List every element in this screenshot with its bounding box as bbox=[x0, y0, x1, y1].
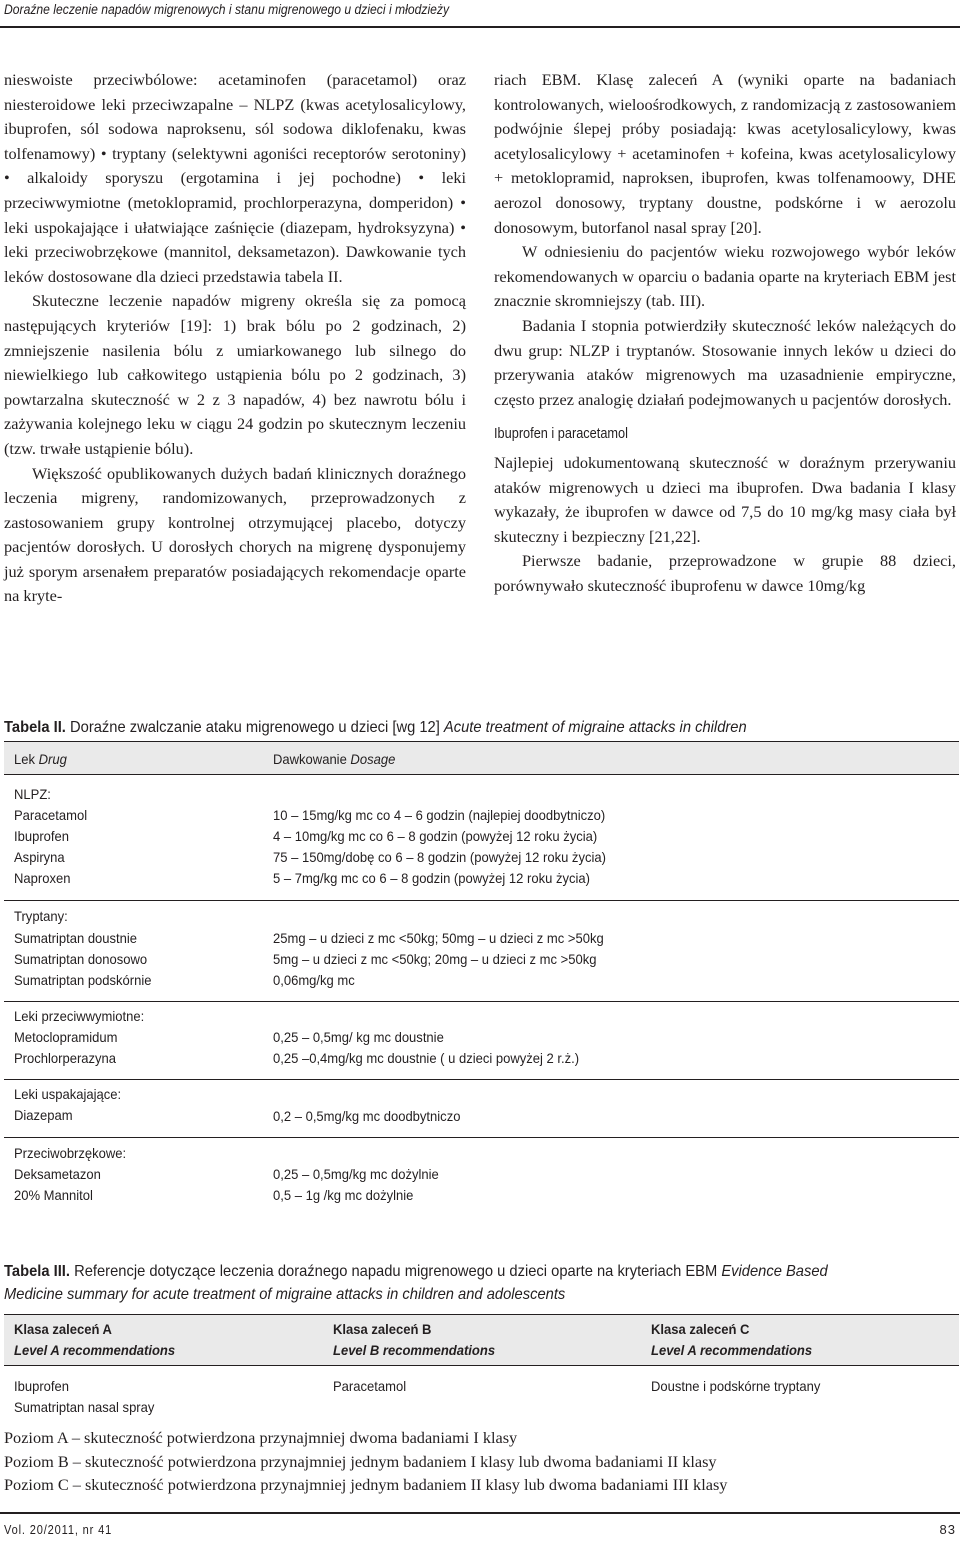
table-cell-dose: 0,25 – 0,5mg/ kg mc doustnie bbox=[273, 1029, 444, 1045]
left-column bbox=[4, 68, 466, 609]
group-label: Leki przeciwwymiotne: bbox=[14, 1008, 145, 1024]
table3-col-a: Klasa zaleceń A Level A recommendations bbox=[14, 1321, 176, 1358]
table-cell-drug: Aspiryna bbox=[14, 849, 65, 865]
table3-col-c: Klasa zaleceń C Level A recommendations bbox=[651, 1321, 813, 1358]
table-cell-drug: Diazepam bbox=[14, 1107, 73, 1123]
section-heading: Ibuprofen i paracetamol bbox=[494, 425, 628, 443]
right-paragraph-1: riach EBM. Klasę zaleceń A (wyniki oparte na badaniach kontrolowanych, wieloośrodkowych, z randomizacją z zastosowaniem podwójnie ślepej próby posiadają: kwas acetylosalicylowy, kwas acetylosalicylowy + acetaminofen + kofeina, kwas acetylosalicylowy + metoklopramid, naproksen, ibuprofen, kwas tolfenamoowy, DHE aerozol donosowy, tryptany doustne, podskórne i w aerozolu donosowym, butorfanol nasal spray [20]. bbox=[494, 70, 956, 237]
table2-header bbox=[4, 741, 959, 775]
group-divider bbox=[4, 900, 959, 901]
table3-header bbox=[4, 1314, 959, 1366]
table3-title-pl: Referencje dotyczące leczenia doraźnego napadu migrenowego u dzieci oparte na kryteriach EBM bbox=[74, 1263, 718, 1280]
running-header bbox=[0, 0, 960, 30]
table2-caption bbox=[4, 716, 747, 739]
table-cell-drug: Metoclopramidum bbox=[14, 1029, 118, 1045]
table-cell-drug: Naproxen bbox=[14, 870, 71, 886]
table-cell-drug: Paracetamol bbox=[14, 807, 88, 823]
table2-col-dosage: Dawkowanie Dosage bbox=[273, 751, 396, 767]
table-cell: Sumatriptan nasal spray bbox=[14, 1399, 155, 1415]
header-rule bbox=[0, 26, 960, 28]
table-cell-dose: 75 – 150mg/dobę co 6 – 8 godzin (powyżej 12 roku życia) bbox=[273, 849, 606, 865]
table3-label: Tabela III. bbox=[4, 1263, 70, 1280]
volume-info: Vol. 20/2011, nr 41 bbox=[4, 1522, 113, 1537]
table2-title-en: Acute treatment of migraine attacks in children bbox=[443, 719, 747, 736]
left-paragraph-3: Większość opublikowanych dużych badań klinicznych doraźnego leczenia migreny, randomizowanych, przeprowadzonych z zastosowaniem grupy kontrolnej otrzymującej placebo, dotyczy pacjentów dorosłych. U dorosłych chorych na migrenę dysponujemy już sporym arsenałem preparatów posiadających rekomendacje oparte na kryte- bbox=[4, 463, 466, 606]
table-cell: Ibuprofen bbox=[14, 1378, 70, 1394]
right-column bbox=[494, 68, 956, 598]
table-cell-drug: Ibuprofen bbox=[14, 828, 70, 844]
table2-col-drug: Lek Drug bbox=[14, 751, 67, 767]
table-cell-drug: Sumatriptan donosowo bbox=[14, 951, 148, 967]
right-paragraph-5: Pierwsze badanie, przeprowadzone w grupie 88 dzieci, porównywało skuteczność ibuprofenu w dawce 10mg/kg bbox=[494, 551, 956, 595]
left-paragraph-1: nieswoiste przeciwbólowe: acetaminofen (paracetamol) oraz niesteroidowe leki przeciwzapalne – NLPZ (kwas acetylosalicylowy, ibuprofen, sól sodowa naproksenu, sól sodowa diklofenaku, kwas tolfenamowy) • tryptany (selektywni agoniści receptorów serotoniny) • alkaloidy sporyszu (ergotamina i jej pochodne) • leki przeciwwymiotne (metoklopramid, prochlorperazyna, domperidon) • leki uspokajające i ułatwiające zaśnięcie (diazepam, hydroksyzyna) • leki przeciwobrzękowe (mannitol, deksametazon). Dawkowanie tych leków dostosowane dla dzieci przedstawia tabela II. bbox=[4, 70, 466, 286]
table-cell: Paracetamol bbox=[333, 1378, 407, 1394]
group-label: Tryptany: bbox=[14, 908, 68, 924]
level-b-definition: Poziom B – skuteczność potwierdzona przynajmniej jednym badaniem I klasy lub dwoma badaniami II klasy bbox=[4, 1451, 717, 1471]
table2-label: Tabela II. bbox=[4, 719, 66, 736]
group-label: NLPZ: bbox=[14, 786, 51, 802]
left-paragraph-2: Skuteczne leczenie napadów migreny określa się za pomocą następujących kryteriów [19]: 1) brak bólu po 2 godzinach, 2) zmniejszenie nasilenia bólu z umiarkowanego lub silnego do niewielkiego lub całkowitego ustąpienia bólu po 2 godzinach, 3) powtarzalna skuteczność w 2 z 3 napadów, 4) bez nawrotu bólu i zażywania kolejnego leku w ciągu 24 godzin po skutecznym leczeniu (tzw. trwałe ustąpienie bólu). bbox=[4, 291, 466, 458]
table-cell-drug: Deksametazon bbox=[14, 1166, 101, 1182]
page-number: 83 bbox=[939, 1522, 956, 1537]
table2-title-pl: Doraźne zwalczanie ataku migrenowego u dzieci [wg 12] bbox=[69, 719, 440, 736]
group-label: Przeciwobrzękowe: bbox=[14, 1145, 127, 1161]
table-cell-drug: Sumatriptan doustnie bbox=[14, 930, 138, 946]
level-a-definition: Poziom A – skuteczność potwierdzona przynajmniej dwoma badaniami I klasy bbox=[4, 1428, 518, 1447]
running-title: Doraźne leczenie napadów migrenowych i stanu migrenowego u dzieci i młodzieży bbox=[4, 2, 450, 17]
table2 bbox=[4, 741, 959, 1220]
table3-col-b: Klasa zaleceń B Level B recommendations bbox=[333, 1321, 496, 1358]
table3-title-en-a: Evidence Based bbox=[721, 1263, 828, 1280]
group-divider bbox=[4, 1079, 959, 1080]
table-cell-dose: 0,25 – 0,5mg/kg mc dożylnie bbox=[273, 1166, 439, 1182]
group-divider bbox=[4, 1001, 959, 1002]
group-label: Leki uspakajające: bbox=[14, 1086, 122, 1102]
table3-title-en-b: Medicine summary for acute treatment of migraine attacks in children and adolescents bbox=[4, 1286, 566, 1303]
table-cell-drug: Sumatriptan podskórnie bbox=[14, 972, 152, 988]
level-definitions bbox=[4, 1426, 727, 1497]
table3-caption bbox=[4, 1260, 828, 1306]
table-cell-dose: 5mg – u dzieci z mc <50kg; 20mg – u dzieci z mc >50kg bbox=[273, 951, 597, 967]
group-divider bbox=[4, 1137, 959, 1138]
table-cell-drug: Prochlorperazyna bbox=[14, 1050, 117, 1066]
table-cell-dose: 0,2 – 0,5mg/kg mc doodbytniczo bbox=[273, 1108, 461, 1124]
table-cell-dose: 4 – 10mg/kg mc co 6 – 8 godzin (powyżej 12 roku życia) bbox=[273, 828, 598, 844]
table-cell: Doustne i podskórne tryptany bbox=[651, 1378, 821, 1394]
right-paragraph-4: Najlepiej udokumentowaną skuteczność w doraźnym przerywaniu ataków migrenowych u dzieci ma ibuprofen. Dwa badania I klasy wykazały, że ibuprofen w dawce od 7,5 do 10 mg/kg masy ciała był skuteczny i bezpieczny [21,22]. bbox=[494, 452, 956, 546]
level-c-definition: Poziom C – skuteczność potwierdzona przynajmniej jednym badaniem II klasy lub dwoma badaniami III klasy bbox=[4, 1475, 728, 1494]
right-paragraph-3: Badania I stopnia potwierdziły skuteczność leków należących do dwu grup: NLZP i tryptanów. Stosowanie innych leków u dzieci do przerywania ataków migrenowych ma uzasadnienie empiryczne, często przez analogię działań podejmowanych u pacjentów dorosłych. bbox=[494, 315, 956, 409]
table-cell-dose: 5 – 7mg/kg mc co 6 – 8 godzin (powyżej 12 roku życia) bbox=[273, 870, 590, 886]
table-cell-dose: 0,06mg/kg mc bbox=[273, 972, 355, 988]
footer-rule bbox=[0, 1512, 960, 1514]
table-cell-dose: 0,5 – 1g /kg mc dożylnie bbox=[273, 1187, 414, 1203]
table-cell-drug: 20% Mannitol bbox=[14, 1187, 93, 1203]
right-paragraph-2: W odniesieniu do pacjentów wieku rozwojowego wybór leków rekomendowanych w oparciu o badania oparte na kryteriach EBM jest znacznie skromniejszy (tab. III). bbox=[494, 242, 956, 311]
table-cell-dose: 10 – 15mg/kg mc co 4 – 6 godzin (najlepiej doodbytniczo) bbox=[273, 807, 606, 823]
table-cell-dose: 0,25 –0,4mg/kg mc doustnie ( u dzieci powyżej 2 r.ż.) bbox=[273, 1050, 580, 1066]
table-cell-dose: 25mg – u dzieci z mc <50kg; 50mg – u dzieci z mc >50kg bbox=[273, 930, 604, 946]
